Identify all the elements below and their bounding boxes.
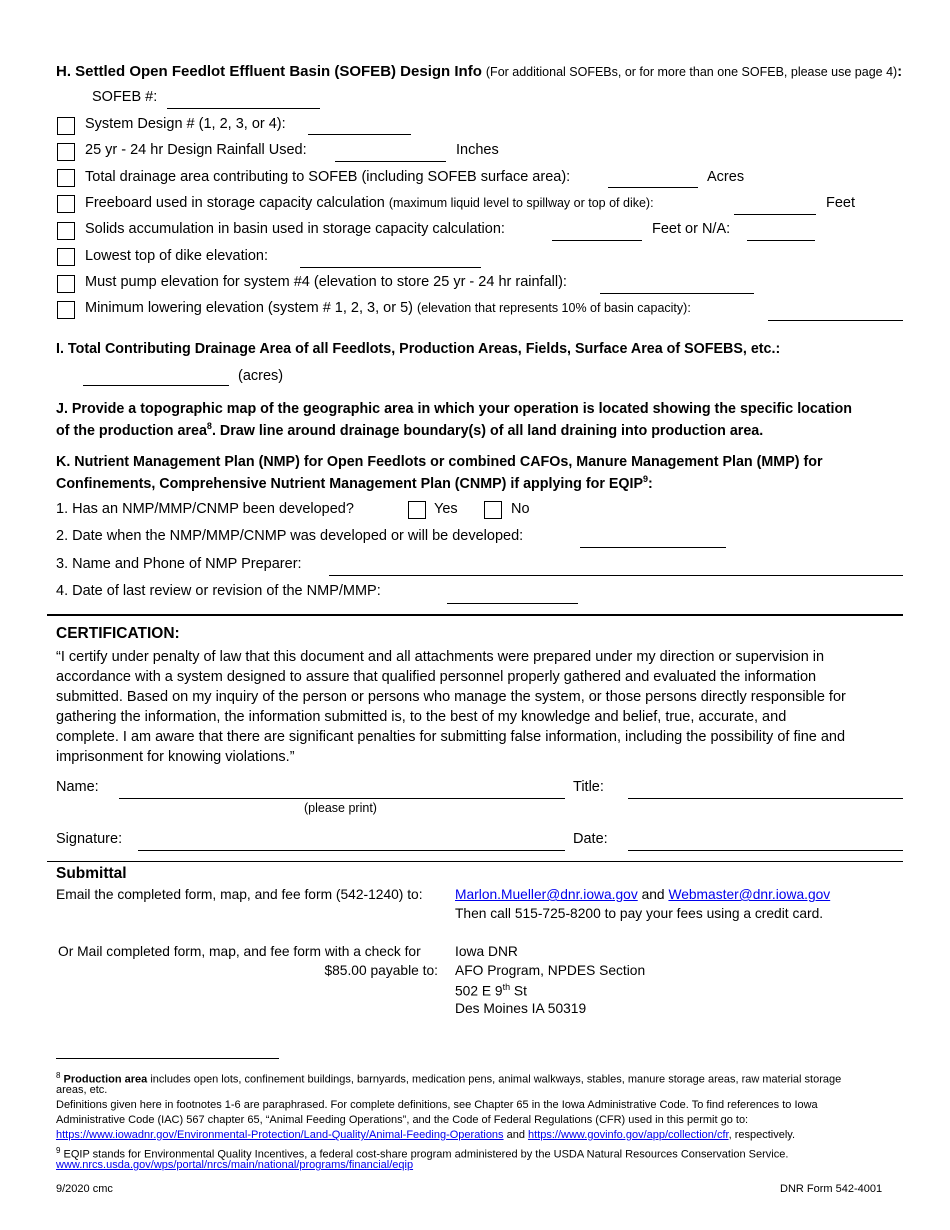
- certification-title: CERTIFICATION:: [56, 625, 180, 642]
- rainfall-label: 25 yr - 24 hr Design Rainfall Used:: [85, 142, 307, 158]
- must-pump-field[interactable]: [600, 293, 754, 294]
- min-lowering-label-row: [85, 300, 691, 316]
- section-k-line2-text: Confinements, Comprehensive Nutrient Management Plan (CNMP) if applying for EQIP: [56, 475, 644, 492]
- section-h-colon: :: [897, 64, 903, 80]
- section-k-line2: [56, 474, 653, 492]
- dike-elevation-field[interactable]: [300, 267, 481, 268]
- address-street-sup: th: [502, 982, 511, 992]
- footnote-9-number: 9: [56, 1146, 61, 1155]
- total-drainage-field[interactable]: [83, 385, 229, 386]
- rainfall-field[interactable]: [335, 161, 446, 162]
- min-lowering-checkbox[interactable]: [57, 301, 75, 319]
- section-k-line1: K. Nutrient Management Plan (NMP) for Open Feedlots or combined CAFOs, Manure Management Plan (MMP) for: [56, 454, 823, 470]
- solids-checkbox[interactable]: [57, 222, 75, 240]
- section-divider: [47, 614, 903, 616]
- call-instructions: Then call 515-725-8200 to pay your fees using a credit card.: [455, 906, 824, 921]
- footnote-9-text: EQIP stands for Environmental Quality Incentives, a federal cost-share program administered by the USDA Natural Resources Conservation Service.: [60, 1148, 789, 1161]
- footnote-9-link-row: [56, 1158, 413, 1173]
- address-line-3: [455, 982, 527, 999]
- section-j-line2a: of the production area: [56, 422, 207, 439]
- min-lowering-label: Minimum lowering elevation (system # 1, 2, 3, or 5): [85, 300, 413, 316]
- nmp-date-question: 2. Date when the NMP/MMP/CNMP was developed or will be developed:: [56, 528, 524, 544]
- footer-left: 9/2020 cmc: [56, 1183, 113, 1195]
- section-j-line2: [56, 421, 763, 439]
- footnote-8-text: includes open lots, confinement buildings, barnyards, medication pens, animal walkways, stables, manure storage areas, raw material storage: [147, 1073, 842, 1086]
- name-field[interactable]: [119, 798, 565, 799]
- freeboard-field[interactable]: [734, 214, 816, 215]
- rainfall-checkbox[interactable]: [57, 143, 75, 161]
- email-link-webmaster[interactable]: Webmaster@dnr.iowa.gov: [668, 887, 831, 902]
- address-line-2: AFO Program, NPDES Section: [455, 963, 646, 978]
- footnote-ref-8: 8: [206, 421, 212, 431]
- definitions-line-1: Definitions given here in footnotes 1-6 are paraphrased. For complete definitions, see Chapter 65 in the Iowa Administrative Code. To find references to Iowa: [56, 1099, 818, 1111]
- mail-instructions-2: $85.00 payable to:: [324, 963, 438, 978]
- certification-line: “I certify under penalty of law that this document and all attachments were prepared under my direction or supervision in: [56, 649, 825, 665]
- min-lowering-field[interactable]: [768, 320, 903, 321]
- address-line-4: Des Moines IA 50319: [455, 1001, 587, 1016]
- section-i-title: I. Total Contributing Drainage Area of all Feedlots, Production Areas, Fields, Surface Area of SOFEBS, etc.:: [56, 341, 781, 357]
- title-field[interactable]: [628, 798, 903, 799]
- system-design-field[interactable]: [308, 134, 411, 135]
- address-street-suffix: St: [510, 983, 527, 999]
- section-h-title: H. Settled Open Feedlot Effluent Basin (SOFEB) Design Info: [56, 63, 482, 80]
- freeboard-unit: Feet: [826, 195, 856, 211]
- certification-line: imprisonment for knowing violations.”: [56, 749, 295, 765]
- section-h-heading: [56, 63, 902, 80]
- email-link-mueller[interactable]: Marlon.Mueller@dnr.iowa.gov: [455, 887, 638, 902]
- section-k-colon: :: [648, 475, 653, 492]
- signature-label: Signature:: [56, 831, 123, 847]
- submittal-title: Submittal: [56, 865, 127, 882]
- freeboard-checkbox[interactable]: [57, 195, 75, 213]
- must-pump-checkbox[interactable]: [57, 275, 75, 293]
- section-j-line2b: . Draw line around drainage boundary(s) of all land draining into production area.: [211, 422, 764, 439]
- certification-text: [56, 647, 846, 767]
- date-field[interactable]: [628, 850, 903, 851]
- footnote-8-number: 8: [56, 1071, 61, 1080]
- nmp-date-field[interactable]: [580, 547, 726, 548]
- footnote-8-term: Production area: [63, 1073, 148, 1086]
- freeboard-note: (maximum liquid level to spillway or top of dike):: [388, 196, 654, 210]
- submittal-divider: [47, 861, 903, 862]
- signature-field[interactable]: [138, 850, 565, 851]
- footnote-ref-9: 9: [643, 474, 649, 484]
- certification-line: complete. I am aware that there are significant penalties for submitting false information, including the possibility of fine and: [56, 729, 846, 745]
- must-pump-label: Must pump elevation for system #4 (elevation to store 25 yr - 24 hr rainfall):: [85, 274, 567, 290]
- drainage-area-field[interactable]: [608, 187, 698, 188]
- definitions-line-2: Administrative Code (IAC) 567 chapter 65, “Animal Feeding Operations”, and the Code of Federal Regulations (CFR) used in this permit go to:: [56, 1114, 749, 1126]
- email-instructions: Email the completed form, map, and fee form (542-1240) to:: [56, 887, 423, 902]
- freeboard-label-row: [85, 195, 654, 211]
- drainage-area-unit: Acres: [707, 169, 745, 185]
- nmp-review-question: 4. Date of last review or revision of the NMP/MMP:: [56, 583, 381, 599]
- nmp-yes-label: Yes: [434, 501, 458, 517]
- mail-instructions-1: Or Mail completed form, map, and fee form with a check for: [58, 944, 421, 959]
- nmp-yes-checkbox[interactable]: [408, 501, 426, 519]
- email-recipients: [455, 887, 830, 902]
- drainage-area-label: Total drainage area contributing to SOFEB (including SOFEB surface area):: [85, 169, 571, 185]
- solids-label: Solids accumulation in basin used in storage capacity calculation:: [85, 221, 505, 237]
- solids-na-field[interactable]: [747, 240, 815, 241]
- date-label: Date:: [573, 831, 608, 847]
- dike-elevation-label: Lowest top of dike elevation:: [85, 248, 268, 264]
- system-design-checkbox[interactable]: [57, 117, 75, 135]
- nmp-no-label: No: [511, 501, 530, 517]
- footer-form-number: DNR Form 542-4001: [780, 1183, 883, 1195]
- total-drainage-unit: (acres): [238, 368, 284, 384]
- dike-elevation-checkbox[interactable]: [57, 248, 75, 266]
- certification-line: submitted. Based on my inquiry of the person or persons who manage the system, or those persons directly responsible for: [56, 689, 846, 705]
- nmp-preparer-question: 3. Name and Phone of NMP Preparer:: [56, 556, 302, 572]
- nrcs-eqip-link[interactable]: www.nrcs.usda.gov/wps/portal/nrcs/main/national/programs/financial/eqip: [56, 1159, 414, 1171]
- nmp-review-field[interactable]: [447, 603, 578, 604]
- section-h-note: (For additional SOFEBs, or for more than one SOFEB, please use page 4): [485, 65, 898, 79]
- name-label: Name:: [56, 779, 99, 795]
- sofeb-number-field[interactable]: [167, 108, 320, 109]
- footnote-8-cont: areas, etc.: [56, 1084, 108, 1096]
- iowadnr-afo-link[interactable]: https://www.iowadnr.gov/Environmental-Protection/Land-Quality/Animal-Feeding-Operations: [56, 1129, 504, 1141]
- govinfo-cfr-link[interactable]: https://www.govinfo.gov/app/collection/cfr: [528, 1129, 729, 1141]
- section-j-line1: J. Provide a topographic map of the geographic area in which your operation is located showing the specific location: [56, 401, 852, 417]
- links-respectively: , respectively.: [728, 1129, 796, 1141]
- address-street: 502 E 9: [455, 983, 503, 999]
- certification-line: gathering the information, the information submitted is, to the best of my knowledge and belief, true, accurate, and: [56, 709, 787, 725]
- links-and: and: [503, 1129, 529, 1141]
- solids-field[interactable]: [552, 240, 642, 241]
- min-lowering-note: (elevation that represents 10% of basin capacity):: [417, 301, 691, 315]
- definitions-links: [56, 1128, 795, 1143]
- title-label: Title:: [573, 779, 604, 795]
- system-design-label: System Design # (1, 2, 3, or 4):: [85, 116, 286, 132]
- nmp-no-checkbox[interactable]: [484, 501, 502, 519]
- address-line-1: Iowa DNR: [455, 944, 518, 959]
- rainfall-unit: Inches: [456, 142, 499, 158]
- drainage-area-checkbox[interactable]: [57, 169, 75, 187]
- email-and: and: [641, 887, 665, 902]
- certification-line: accordance with a system designed to assure that qualified personnel properly gathered and evaluated the information: [56, 669, 817, 685]
- footnote-8: [56, 1068, 841, 1088]
- sofeb-number-label: SOFEB #:: [92, 89, 158, 105]
- please-print-hint: (please print): [304, 801, 377, 815]
- footnote-separator: [56, 1058, 279, 1059]
- nmp-preparer-field[interactable]: [329, 575, 903, 576]
- solids-unit: Feet or N/A:: [652, 221, 731, 237]
- nmp-developed-question: 1. Has an NMP/MMP/CNMP been developed?: [56, 501, 354, 517]
- freeboard-label: Freeboard used in storage capacity calculation: [85, 195, 385, 211]
